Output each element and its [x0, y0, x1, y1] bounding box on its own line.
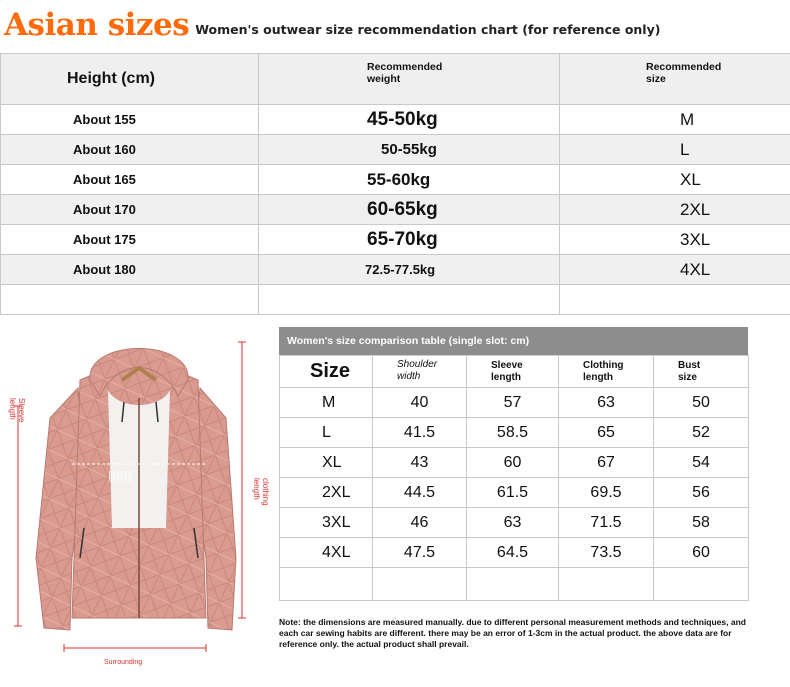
header-clothing-length: Clothing length — [559, 356, 654, 388]
page-header — [4, 2, 660, 48]
sleeve-cell: 60 — [467, 448, 559, 478]
table-row — [280, 448, 749, 478]
bust-cell: 58 — [654, 508, 749, 538]
header-size: Recommended size — [560, 54, 790, 105]
size-cell: M — [280, 388, 373, 418]
height-cell: About 160 — [1, 135, 259, 165]
height-cell: About 170 — [1, 195, 259, 225]
header-sleeve-length: Sleeve length — [467, 356, 559, 388]
clothing-cell: 63 — [559, 388, 654, 418]
sleeve-cell: 61.5 — [467, 478, 559, 508]
bust-cell: 52 — [654, 418, 749, 448]
sleeve-cell: 64.5 — [467, 538, 559, 568]
weight-cell: 55-60kg — [259, 165, 560, 195]
empty-cell — [654, 568, 749, 601]
empty-cell — [1, 285, 259, 315]
sleeve-length-label: Sleeve length — [8, 398, 26, 438]
sleeve-cell: 63 — [467, 508, 559, 538]
empty-cell — [373, 568, 467, 601]
table-row — [1, 105, 790, 135]
clothing-length-label: clothing length — [252, 478, 270, 518]
weight-cell: 45-50kg — [259, 105, 560, 135]
empty-cell — [280, 568, 373, 601]
table-row — [1, 165, 790, 195]
page-title: Asian sizes — [4, 7, 189, 43]
bust-cell: 60 — [654, 538, 749, 568]
table-row — [280, 418, 749, 448]
height-cell: About 155 — [1, 105, 259, 135]
table-row — [1, 225, 790, 255]
size-cell: 3XL — [280, 508, 373, 538]
bust-cell: 56 — [654, 478, 749, 508]
shoulder-cell: 40 — [373, 388, 467, 418]
header-weight: Recommended weight — [259, 54, 560, 105]
height-cell: About 180 — [1, 255, 259, 285]
page-subtitle: Women's outwear size recommendation chart (for reference only) — [195, 22, 660, 37]
table-row — [280, 508, 749, 538]
clothing-cell: 71.5 — [559, 508, 654, 538]
size-cell: 4XL — [280, 538, 373, 568]
shoulder-cell: 44.5 — [373, 478, 467, 508]
empty-cell — [467, 568, 559, 601]
pink-hooded-jacket-icon — [0, 318, 278, 683]
weight-cell: 50-55kg — [259, 135, 560, 165]
size-cell: XL — [280, 448, 373, 478]
bust-cell: 50 — [654, 388, 749, 418]
table-row — [1, 255, 790, 285]
size-cell: 2XL — [560, 195, 790, 225]
clothing-cell: 69.5 — [559, 478, 654, 508]
jacket-illustration — [0, 318, 278, 683]
size-cell: 2XL — [280, 478, 373, 508]
shoulder-cell: 46 — [373, 508, 467, 538]
clothing-cell: 73.5 — [559, 538, 654, 568]
clothing-cell: 67 — [559, 448, 654, 478]
empty-cell — [560, 285, 790, 315]
header-height: Height (cm) — [1, 54, 259, 105]
table-row — [280, 478, 749, 508]
shoulder-cell: 47.5 — [373, 538, 467, 568]
chest-label: 胸围 — [108, 468, 132, 485]
size-cell: M — [560, 105, 790, 135]
table-row — [280, 538, 749, 568]
size-recommendation-table — [0, 53, 790, 315]
height-cell: About 165 — [1, 165, 259, 195]
measurement-note: Note: the dimensions are measured manually. due to different personal measurement methods and techniques, and each car sewing habits are different. there may be an error of 1-3cm in the actual product. the above data are for reference only. the actual product shall prevail. — [279, 617, 759, 650]
bust-cell: 54 — [654, 448, 749, 478]
size-cell: L — [280, 418, 373, 448]
table-row-empty — [280, 568, 749, 601]
height-cell: About 175 — [1, 225, 259, 255]
sleeve-cell: 58.5 — [467, 418, 559, 448]
shoulder-cell: 43 — [373, 448, 467, 478]
size-cell: XL — [560, 165, 790, 195]
table-row — [280, 388, 749, 418]
shoulder-cell: 41.5 — [373, 418, 467, 448]
table-row — [1, 195, 790, 225]
size-comparison-caption: Women's size comparison table (single slot: cm) — [279, 327, 748, 355]
table-header-row — [1, 54, 790, 105]
size-cell: 4XL — [560, 255, 790, 285]
empty-cell — [259, 285, 560, 315]
header-shoulder-width: Shoulder width — [373, 356, 467, 388]
table-row-empty — [1, 285, 790, 315]
table-header-row — [280, 356, 749, 388]
weight-cell: 60-65kg — [259, 195, 560, 225]
weight-cell: 72.5-77.5kg — [259, 255, 560, 285]
clothing-cell: 65 — [559, 418, 654, 448]
surrounding-label: Surrounding — [104, 659, 142, 666]
size-cell: L — [560, 135, 790, 165]
size-cell: 3XL — [560, 225, 790, 255]
table-row — [1, 135, 790, 165]
sleeve-cell: 57 — [467, 388, 559, 418]
weight-cell: 65-70kg — [259, 225, 560, 255]
size-comparison-table — [279, 355, 749, 601]
header-bust-size: Bust size — [654, 356, 749, 388]
empty-cell — [559, 568, 654, 601]
header-size: Size — [280, 356, 373, 388]
